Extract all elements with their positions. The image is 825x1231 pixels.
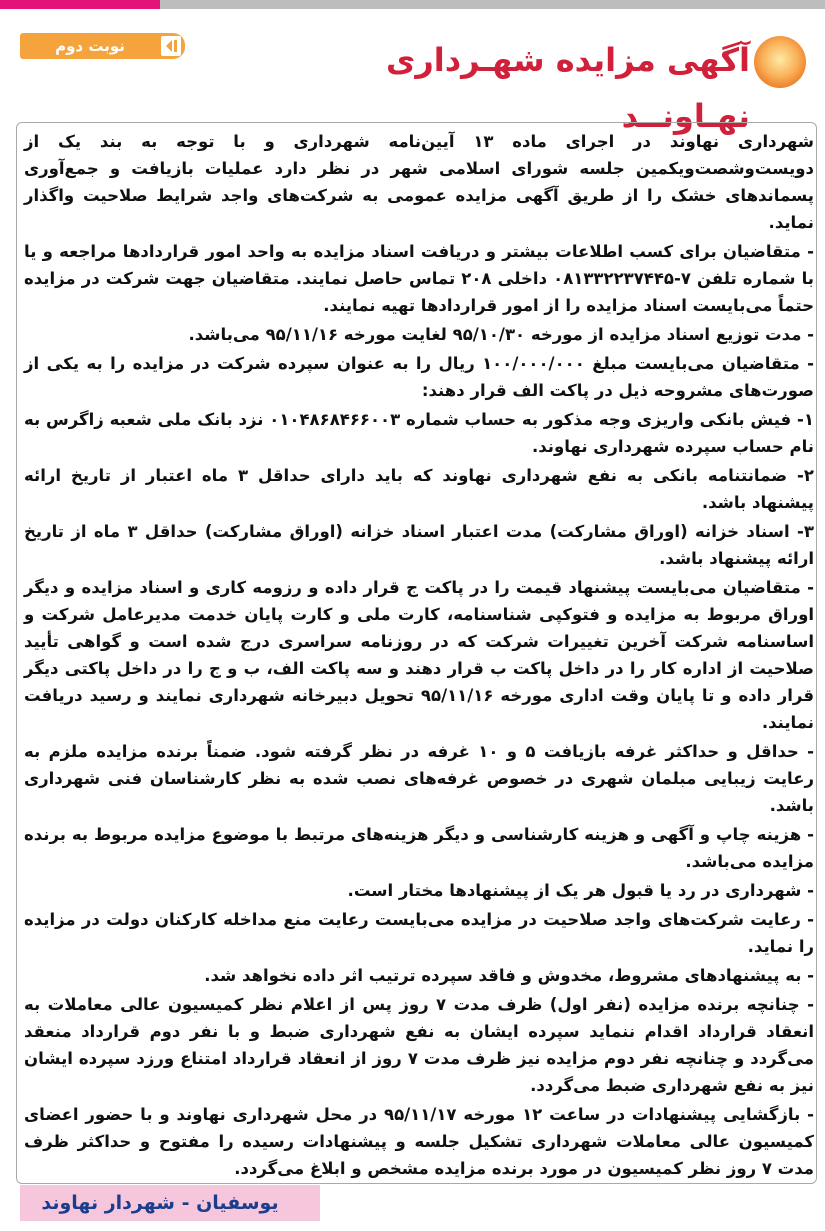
paragraph-envelopes: - متقاضیان می‌بایست پیشنهاد قیمت را در پاکت ج قرار داده و رزومه کاری و اسناد مزایده و دیگر اوراق مربوط به مزایده و فتوکپی شناسنامه، کارت ملی و کارت پایان خدمت مدیرعامل شرکت و اساسنامه شرکت آخرین تغییرات شرکت که در روزنامه سراسری درج شده است و گواهی تأیید صلاحیت از اداره کار را در داخل پاکت ب قرار دهند و سه پاکت الف، ب و ج را در داخل پاکتی دیگر قرار داده و تا پایان وقت اداری مورخه ۹۵/۱۱/۱۶ تحویل دبیرخانه شهرداری نمایند و رسید دریافت نمایند. — [24, 578, 815, 732]
top-stripe-gray — [160, 0, 825, 9]
top-stripe-pink — [0, 0, 160, 9]
paragraph-deposit-option-3: ۳- اسناد خزانه (اوراق مشارکت) مدت اعتبار اسناد خزانه (اوراق مشارکت) حداقل ۳ ماه از تاریخ ارائه پیشنهاد باشد. — [24, 522, 814, 568]
paragraph-deposit: - متقاضیان می‌بایست مبلغ ۱۰۰/۰۰۰/۰۰۰ ریال را به عنوان سپرده شرکت در مزایده را به یکی از صورت‌های مشروحه ذیل در پاکت الف قرار دهند: — [24, 354, 814, 400]
paragraph-deposit-option-1: ۱- فیش بانکی واریزی وجه مذکور به حساب شماره ۰۱۰۴۸۶۸۴۶۶۰۰۳ نزد بانک ملی شعبه زاگرس به نام حساب سپرده شهرداری نهاوند. — [24, 410, 814, 456]
paragraph-winner-forfeit: - چنانچه برنده مزایده (نفر اول) ظرف مدت ۷ روز پس از اعلام نظر کمیسیون عالی معاملات به انعقاد قرارداد اقدام ننماید سپرده ایشان به نفع شهرداری ضبط و با نفر دوم قرارداد منعقد می‌گردد و چنانچه نفر دوم مزایده نیز ظرف مدت ۷ روز از انعقاد قرارداد امتناع ورزد سپرده ایشان نیز به نفع شهرداری ضبط می‌گردد. — [24, 995, 815, 1095]
paragraph-opening: - بازگشایی پیشنهادات در ساعت ۱۲ مورخه ۹۵/۱۱/۱۷ در محل شهرداری نهاوند و با حضور اعضای کمیسیون عالی معاملات شهرداری تشکیل جلسه و پیشنهادات رسیده را مفتوح و حداکثر ظرف مدت ۷ روز نظر کمیسیون در مورد برنده مزایده مشخص و ابلاغ می‌گردد. — [24, 1105, 815, 1178]
paragraph-costs: - هزینه چاپ و آگهی و هزینه کارشناسی و دیگر هزینه‌های مرتبط با موضوع مزایده مربوط به برنده مزایده می‌باشد. — [24, 825, 814, 871]
paragraph-intro: شهرداری نهاوند در اجرای ماده ۱۳ آیین‌نامه شهرداری و با توجه به بند یک از دویست‌وشصت‌ویکمین جلسه شورای اسلامی شهر در نظر دارد عملیات بازیافت و جمع‌آوری پسماندهای خشک را از طریق آگهی مزایده عمومی به شرکت‌های واجد شرایط صلاحیت واگذار نماید. — [24, 132, 814, 232]
footer-signature: یوسفیان - شهردار نهاوند — [41, 1192, 279, 1214]
top-stripe — [0, 0, 825, 12]
paragraph-invalid-bids: - به پیشنهادهای مشروط، مخدوش و فاقد سپرده ترتیب اثر داده نخواهد شد. — [204, 966, 814, 985]
paragraph-booths: - حداقل و حداکثر غرفه بازیافت ۵ و ۱۰ غرفه در نظر گرفته شود. ضمناً برنده مزایده ملزم به رعایت زیبایی مبلمان شهری در خصوص غرفه‌های نصب شده به نظر کارشناسان فنی شهرداری باشد. — [24, 742, 814, 815]
paragraph-distribution-period: - مدت توزیع اسناد مزایده از مورخه ۹۵/۱۰/۳۰ لغایت مورخه ۹۵/۱۱/۱۶ می‌باشد. — [188, 325, 814, 344]
double-chevron-left-icon — [161, 36, 181, 56]
edition-badge-label: نوبت دوم — [55, 37, 125, 55]
announcement-body — [24, 128, 814, 1184]
paragraph-deposit-option-2: ۲- ضمانتنامه بانکی به نفع شهرداری نهاوند که باید دارای حداقل ۳ ماه اعتبار از تاریخ ارائه پیشنهاد باشد. — [24, 466, 814, 512]
sun-circle-icon — [752, 34, 808, 90]
paragraph-rejection-right: - شهرداری در رد یا قبول هر یک از پیشنهادها مختار است. — [347, 881, 814, 900]
edition-badge — [20, 33, 185, 59]
paragraph-intervention: - رعایت شرکت‌های واجد صلاحیت در مزایده می‌بایست رعایت منع مداخله کارکنان دولت در مزایده را نماید. — [24, 910, 814, 956]
page-title: آگهی مزایده شهـرداری نهـاونــد — [385, 41, 750, 135]
paragraph-contact: - متقاضیان برای کسب اطلاعات بیشتر و دریافت اسناد مزایده به واحد امور قراردادها مراجعه و یا با شماره تلفن ۷-۰۸۱۳۳۲۲۳۷۴۴۵ داخلی ۲۰۸ تماس حاصل نمایند. متقاضیان جهت شرکت در مزایده حتماً می‌بایست اسناد مزایده را از امور قراردادها تهیه نمایند. — [24, 242, 814, 315]
